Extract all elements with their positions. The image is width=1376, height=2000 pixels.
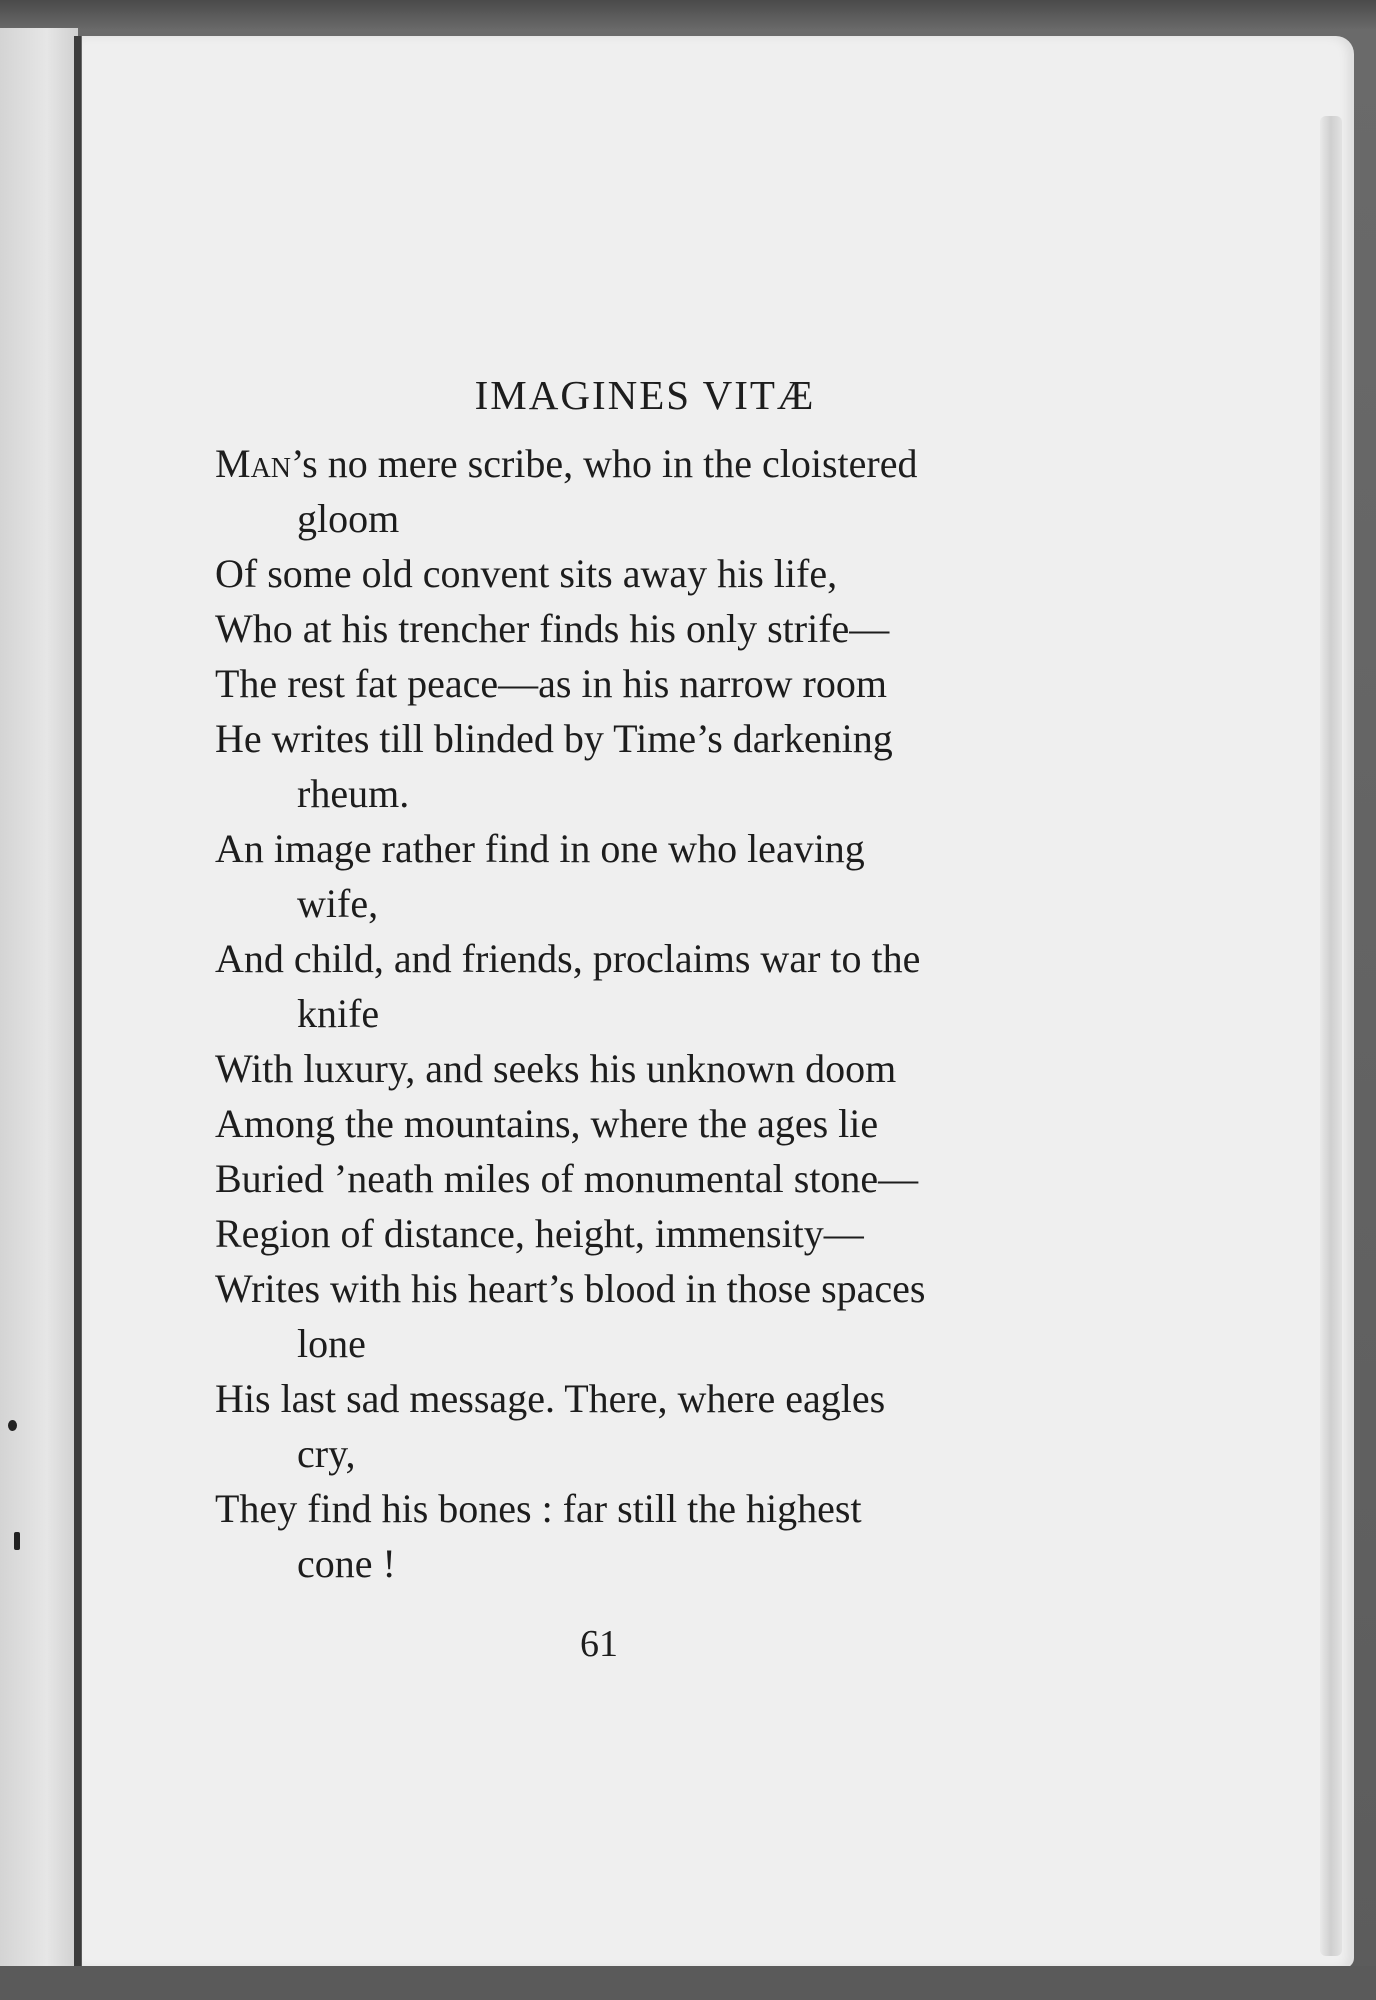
poem-line <box>215 711 1055 766</box>
poem-line <box>215 1261 1055 1316</box>
poem-line-text: ’s no mere scribe, who in the cloistered <box>291 441 918 486</box>
page-fore-edge <box>1320 116 1342 1956</box>
binding-mark <box>14 1532 20 1550</box>
poem-line-text: Writes with his heart’s blood in those spaces <box>215 1266 926 1311</box>
poem-lines <box>215 436 1055 1591</box>
poem-line-text: cry, <box>297 1431 356 1476</box>
poem-line-text: Among the mountains, where the ages lie <box>215 1101 879 1146</box>
poem-line <box>215 1371 1055 1426</box>
poem-line-continuation <box>215 1426 1055 1481</box>
poem-line-text: Of some old convent sits away his life, <box>215 551 838 596</box>
poem-line-text: lone <box>297 1321 366 1366</box>
poem-line-text: They find his bones : far still the highest <box>215 1486 862 1531</box>
poem-line-continuation <box>215 986 1055 1041</box>
poem-title: IMAGINES VITÆ <box>474 372 816 418</box>
poem-opening-word: Man <box>215 441 292 486</box>
poem-line-text: Buried ’neath miles of monumental stone— <box>215 1156 919 1201</box>
book-gutter <box>74 36 81 1966</box>
poem-line-text: rheum. <box>297 771 410 816</box>
poem <box>215 368 1055 1591</box>
poem-line <box>215 436 1055 491</box>
poem-line-text: Who at his trencher finds his only strife— <box>215 606 890 651</box>
poem-line-text: Region of distance, height, immensity— <box>215 1211 864 1256</box>
poem-line-text: cone ! <box>297 1541 396 1586</box>
scan-bottom-border <box>0 1966 1376 2000</box>
poem-line-text: His last sad message. There, where eagles <box>215 1376 886 1421</box>
poem-line-text: With luxury, and seeks his unknown doom <box>215 1046 897 1091</box>
poem-line-text: wife, <box>297 881 379 926</box>
poem-line-text: The rest fat peace—as in his narrow room <box>215 661 887 706</box>
poem-line-text: knife <box>297 991 380 1036</box>
poem-line <box>215 931 1055 986</box>
previous-page-edge <box>0 28 78 1978</box>
poem-line <box>215 1481 1055 1536</box>
poem-line-text: He writes till blinded by Time’s darkening <box>215 716 893 761</box>
poem-line <box>215 1206 1055 1261</box>
poem-line-continuation <box>215 1536 1055 1591</box>
poem-line-continuation <box>215 766 1055 821</box>
poem-line-continuation <box>215 491 1055 546</box>
poem-line-continuation <box>215 876 1055 931</box>
poem-line <box>215 1151 1055 1206</box>
poem-line-continuation <box>215 1316 1055 1371</box>
poem-line <box>215 601 1055 656</box>
page-number: 61 <box>580 1623 618 1665</box>
binding-mark <box>8 1420 17 1431</box>
poem-line <box>215 1096 1055 1151</box>
poem-line <box>215 1041 1055 1096</box>
poem-line <box>215 656 1055 711</box>
poem-line <box>215 546 1055 601</box>
poem-line-text: gloom <box>297 496 400 541</box>
poem-line <box>215 821 1055 876</box>
poem-line-text: And child, and friends, proclaims war to the <box>215 936 921 981</box>
poem-line-text: An image rather find in one who leaving <box>215 826 865 871</box>
